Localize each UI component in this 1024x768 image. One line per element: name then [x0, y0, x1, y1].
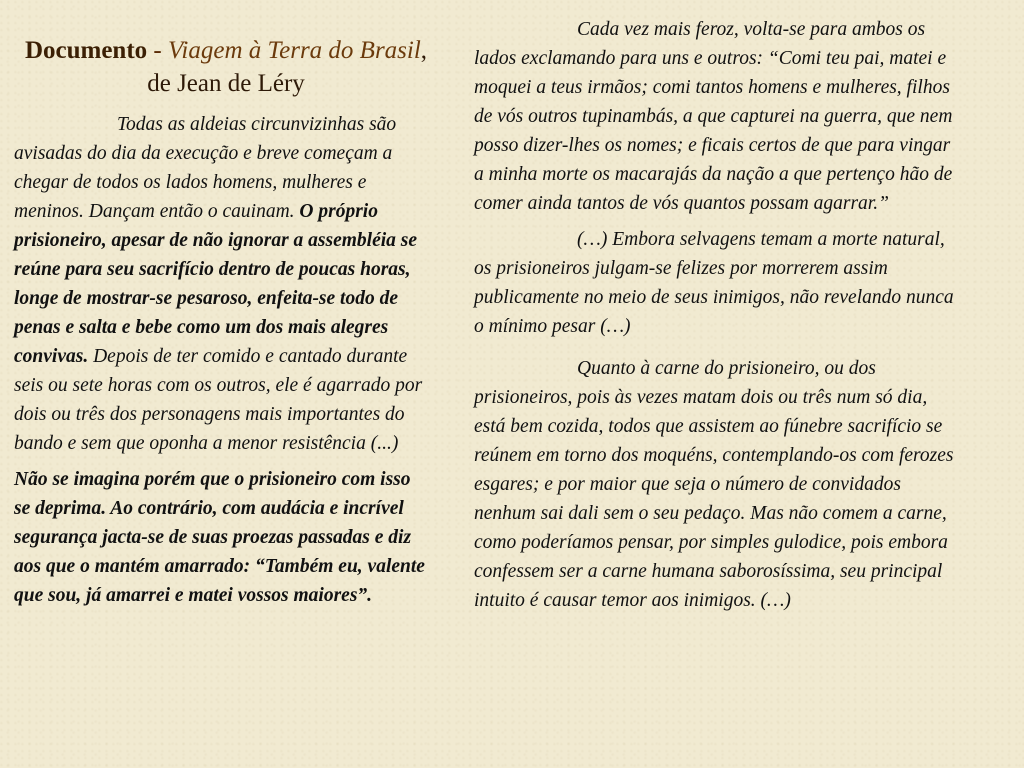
left-p1-italic-end: Depois de ter comido e cantado durante seis ou sete horas com os outros, ele é agarrado por dois ou três dos personagens mais importantes do bando e sem que oponha a menor resistência (...): [14, 346, 423, 454]
right-paragraph-1: Cada vez mais feroz, volta-se para ambos os lados exclamando para uns e outros: “Comi teu pai, matei e moquei a teus irmãos; comi tantos homens e mulheres, filhos de vós outros tupinambás, a que capturei na guerra, que nem posso dizer-lhes os nomes; e ficais certos de que para vingar a minha morte os macarajás da nação a que pertenço hão de comer ainda tantos de vós quantos possam agarrar.”: [474, 19, 953, 214]
left-p1-italic: Todas as aldeias circunvizinhas são avisadas do dia da execução e breve começam a chegar de todos os lados homens, mulheres e meninos. Dançam então o cauinam.: [14, 114, 397, 222]
slide-title: [14, 34, 438, 100]
left-paragraph-1: [14, 110, 430, 458]
left-p1-bold: O próprio prisioneiro, apesar de não ignorar a assembléia se reúne para seu sacrifício dentro de poucas horas, longe de mostrar-se pesaroso, enfeita-se todo de penas e salta e bebe como um dos mais alegres convivas.: [14, 201, 418, 367]
title-separator: -: [147, 37, 168, 64]
right-column: [474, 15, 962, 615]
left-paragraph-2: Não se imagina porém que o prisioneiro com isso se deprima. Ao contrário, com audácia e incrível segurança jacta-se de suas proezas passadas e diz aos que o mantém amarrado: “Também eu, valente que sou, já amarrei e matei vossos maiores”.: [14, 469, 425, 606]
left-column: [14, 110, 430, 610]
title-work: Viagem à Terra do Brasil: [168, 37, 421, 64]
title-bold: Documento: [24, 37, 148, 64]
right-paragraph-2: (…) Embora selvagens temam a morte natural, os prisioneiros julgam-se felizes por morrerem assim publicamente no meio de seus inimigos, não revelando nunca o mínimo pesar (…): [474, 229, 954, 337]
title-author: , de Jean de Léry: [147, 37, 428, 97]
right-paragraph-3: Quanto à carne do prisioneiro, ou dos prisioneiros, pois às vezes matam dois ou três num só dia, está bem cozida, todos que assistem ao fúnebre sacrifício se reúnem em torno dos moquéns, contemplando-os com ferozes esgares; e por maior que seja o número de convidados nenhum sai dali sem o seu pedaço. Mas não comem a carne, como poderíamos pensar, por simples gulodice, pois embora confessem ser a carne humana saborosíssima, seu principal intuito é causar temor aos inimigos. (…): [474, 358, 954, 611]
